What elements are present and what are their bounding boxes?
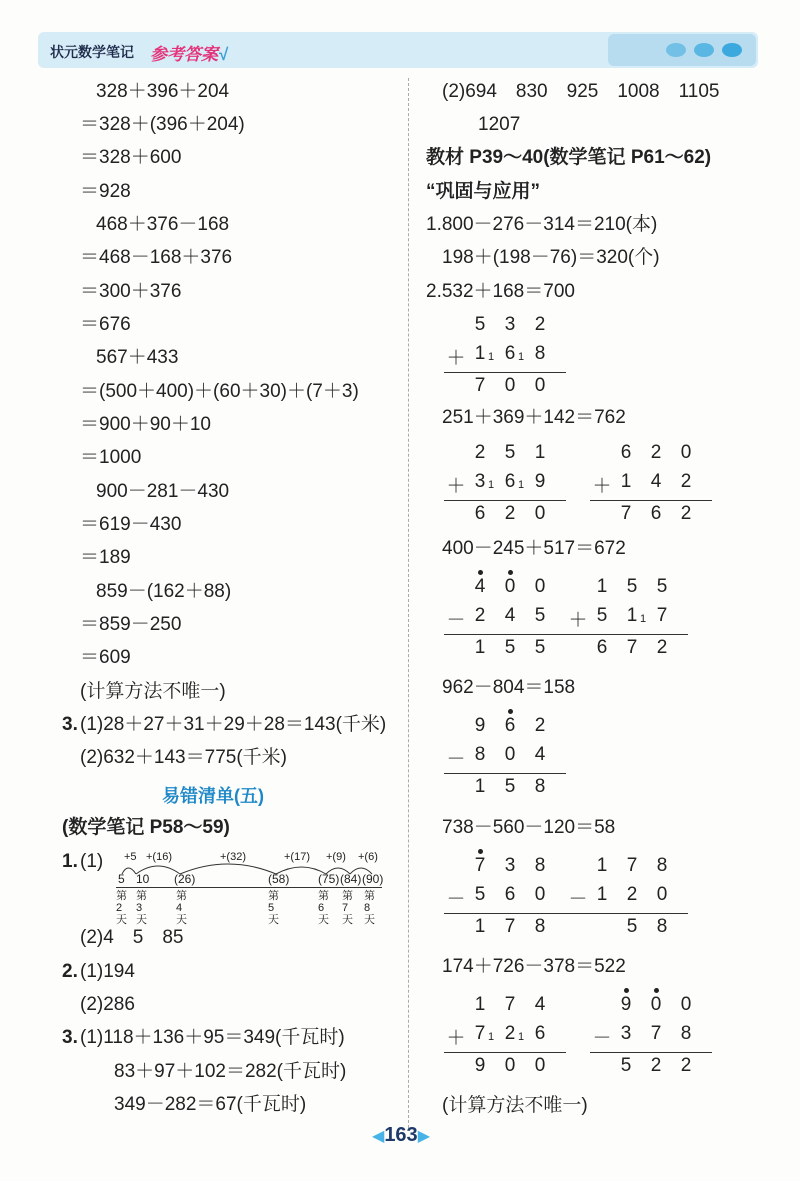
calc-line	[444, 1052, 566, 1053]
result-digit: 1	[474, 916, 486, 937]
value: (58)	[268, 872, 290, 886]
digit: 9	[620, 994, 632, 1015]
digit: 5	[596, 605, 608, 626]
answer-line: 83＋97＋102＝282(千瓦时)	[114, 1061, 347, 1082]
carry-digit: 1	[488, 1031, 495, 1043]
equation: 251＋369＋142＝762	[442, 407, 626, 428]
section-title: 易错清单(五)	[162, 786, 264, 806]
borrow-dot	[624, 988, 629, 993]
digit: 1	[534, 442, 546, 463]
result-digit: 0	[534, 1055, 546, 1076]
digit: 1	[474, 994, 486, 1015]
calc-line	[566, 913, 688, 914]
digit: 7	[626, 855, 638, 876]
day-label: 第5天	[268, 890, 279, 926]
answer-line: 2.532＋168＝700	[426, 281, 575, 302]
digit: 3	[504, 855, 516, 876]
carry-digit: 1	[640, 613, 647, 625]
digit: 8	[474, 744, 486, 765]
note: (计算方法不唯一)	[442, 1095, 588, 1116]
line: ＝328＋600	[80, 147, 182, 168]
digit: 5	[656, 576, 668, 597]
digit: 4	[534, 744, 546, 765]
digit: 5	[474, 314, 486, 335]
result-digit: 5	[534, 637, 546, 658]
digit: 2	[650, 442, 662, 463]
digit: 2	[680, 471, 692, 492]
digit: 1 1	[474, 343, 495, 364]
answer-line: (1)28＋27＋31＋29＋28＝143(千米)	[80, 714, 387, 735]
header-decoration	[608, 34, 756, 66]
answer-line: 1207	[478, 114, 521, 135]
operator: －	[592, 1028, 612, 1049]
line: ＝928	[80, 181, 131, 202]
result-digit: 7	[504, 916, 516, 937]
digit: 2 1	[504, 1023, 525, 1044]
reference: 教材 P39～40(数学笔记 P61～62)	[426, 147, 712, 168]
calc-line	[444, 773, 566, 774]
digit: 4	[504, 605, 516, 626]
answer-line: 198＋(198－76)＝320(个)	[442, 247, 660, 268]
digit: 7	[474, 855, 486, 876]
line: 328＋396＋204	[96, 81, 230, 102]
digit: 3	[504, 314, 516, 335]
equation: 174＋726－378＝522	[442, 956, 626, 977]
borrow-dot	[508, 709, 513, 714]
increment: +(16)	[146, 851, 172, 863]
digit: 5	[626, 576, 638, 597]
operator: －	[446, 610, 466, 631]
book-title: 状元数学笔记	[50, 44, 134, 60]
result-digit: 0	[504, 1055, 516, 1076]
calc-line	[566, 634, 688, 635]
digit: 7 1	[474, 1023, 495, 1044]
digit: 7	[650, 1023, 662, 1044]
line: 859－(162＋88)	[96, 581, 232, 602]
sub-question: (1)118＋136＋95＝349(千瓦时)	[80, 1027, 345, 1048]
sub-question: (2)4 5 85	[80, 927, 184, 948]
digit: 1	[596, 855, 608, 876]
result-digit: 8	[534, 916, 546, 937]
digit: 8	[656, 855, 668, 876]
line: ＝609	[80, 647, 131, 668]
result-digit: 0	[534, 375, 546, 396]
borrow-dot	[508, 570, 513, 575]
digit: 6	[534, 1023, 546, 1044]
digit: 6	[504, 715, 516, 736]
result-digit: 1	[474, 776, 486, 797]
line: ＝468－168＋376	[80, 247, 233, 268]
day-label: 第6天	[318, 890, 329, 926]
equation: 400－245＋517＝672	[442, 538, 626, 559]
result-digit: 8	[534, 776, 546, 797]
digit: 1	[596, 576, 608, 597]
digit: 4	[534, 994, 546, 1015]
answer-line: 1.800－276－314＝210(本)	[426, 214, 658, 235]
line: ＝619－430	[80, 514, 182, 535]
result-digit: 5	[620, 1055, 632, 1076]
calc-line	[444, 500, 566, 501]
page-number: ◀163▶	[372, 1124, 430, 1146]
borrow-dot	[654, 988, 659, 993]
result-digit: 6	[474, 503, 486, 524]
digit: 0	[680, 994, 692, 1015]
digit: 6	[504, 884, 516, 905]
calc-line	[444, 372, 566, 373]
question-number: 3.	[62, 1027, 78, 1048]
line: ＝859－250	[80, 614, 182, 635]
carry-digit: 1	[518, 351, 525, 363]
line: 900－281－430	[96, 481, 230, 502]
result-digit: 5	[626, 916, 638, 937]
digit: 2	[534, 715, 546, 736]
digit: 0	[534, 884, 546, 905]
borrow-dot	[478, 570, 483, 575]
digit: 0	[656, 884, 668, 905]
operator: ＋	[568, 610, 588, 631]
result-digit: 7	[626, 637, 638, 658]
operator: －	[446, 749, 466, 770]
line: ＝676	[80, 314, 131, 335]
digit: 5	[474, 884, 486, 905]
digit: 8	[534, 343, 546, 364]
day-label: 第8天	[364, 890, 375, 926]
day-label: 第7天	[342, 890, 353, 926]
line: ＝300＋376	[80, 281, 182, 302]
day-label: 第2天	[116, 890, 127, 926]
result-digit: 5	[504, 776, 516, 797]
result-digit: 2	[656, 637, 668, 658]
borrow-dot	[478, 849, 483, 854]
question-number: 2.	[62, 961, 78, 982]
line: 468＋376－168	[96, 214, 230, 235]
line: 567＋433	[96, 347, 179, 368]
section-label: 参考答案√	[150, 45, 228, 64]
digit: 9	[474, 715, 486, 736]
result-digit: 0	[534, 503, 546, 524]
increment: +(6)	[358, 851, 378, 863]
digit: 2	[534, 314, 546, 335]
page-header	[38, 32, 758, 68]
increment: +(32)	[220, 851, 246, 863]
calc-line	[444, 913, 566, 914]
prev-arrow-icon: ◀	[372, 1128, 385, 1145]
value: (75)	[318, 872, 340, 886]
operator: ＋	[592, 476, 612, 497]
value: (90)	[362, 872, 384, 886]
digit: 0	[534, 576, 546, 597]
result-digit: 8	[656, 916, 668, 937]
digit: 6 1	[504, 471, 525, 492]
digit: 0	[504, 576, 516, 597]
result-digit: 0	[504, 375, 516, 396]
result-digit: 7	[620, 503, 632, 524]
result-digit: 2	[680, 1055, 692, 1076]
digit: 4	[474, 576, 486, 597]
carry-digit: 1	[488, 351, 495, 363]
result-digit: 2	[650, 1055, 662, 1076]
carry-digit: 1	[518, 479, 525, 491]
value: 5	[118, 872, 125, 886]
day-label: 第3天	[136, 890, 147, 926]
digit: 2	[626, 884, 638, 905]
digit: 6 1	[504, 343, 525, 364]
day-label: 第4天	[176, 890, 187, 926]
digit: 2	[474, 605, 486, 626]
result-digit: 2	[680, 503, 692, 524]
question-number: 1.	[62, 851, 78, 872]
carry-digit: 1	[518, 1031, 525, 1043]
calc-line	[590, 500, 712, 501]
equation: 962－804＝158	[442, 677, 576, 698]
digit: 3	[620, 1023, 632, 1044]
line: ＝328＋(396＋204)	[80, 114, 245, 135]
digit: 2	[474, 442, 486, 463]
reference: (数学笔记 P58～59)	[62, 817, 230, 838]
answer-line: 349－282＝67(千瓦时)	[114, 1094, 307, 1115]
value: (26)	[174, 872, 196, 886]
calc-line	[590, 1052, 712, 1053]
digit: 5	[504, 442, 516, 463]
digit: 8	[534, 855, 546, 876]
operator: ＋	[446, 476, 466, 497]
sub-question: (2)286	[80, 994, 135, 1015]
next-arrow-icon: ▶	[417, 1128, 430, 1145]
column-divider	[408, 78, 409, 1128]
increment: +5	[124, 851, 137, 863]
result-digit: 7	[474, 375, 486, 396]
operator: －	[568, 889, 588, 910]
digit: 7	[504, 994, 516, 1015]
timeline-axis	[116, 887, 382, 888]
result-digit: 6	[596, 637, 608, 658]
increment: +(9)	[326, 851, 346, 863]
result-digit: 5	[504, 637, 516, 658]
result-digit: 6	[650, 503, 662, 524]
calc-line	[444, 634, 566, 635]
answer-line: (2)694 830 925 1008 1105	[442, 81, 720, 102]
result-digit: 1	[474, 637, 486, 658]
line: ＝(500＋400)＋(60＋30)＋(7＋3)	[80, 381, 359, 402]
digit: 0	[650, 994, 662, 1015]
line: ＝1000	[80, 447, 142, 468]
equation: 738－560－120＝58	[442, 817, 616, 838]
digit: 0	[504, 744, 516, 765]
operator: －	[446, 889, 466, 910]
digit: 5	[534, 605, 546, 626]
digit: 4	[650, 471, 662, 492]
carry-digit: 1	[488, 479, 495, 491]
digit: 1	[596, 884, 608, 905]
digit: 0	[680, 442, 692, 463]
digit: 1 1	[626, 605, 647, 626]
sub-question: (1)	[80, 851, 104, 872]
operator: ＋	[446, 1028, 466, 1049]
result-digit: 9	[474, 1055, 486, 1076]
line: ＝900＋90＋10	[80, 414, 211, 435]
result-digit: 2	[504, 503, 516, 524]
value: 10	[136, 872, 150, 886]
answer-line: (2)632＋143＝775(千米)	[80, 747, 287, 768]
sub-question: (1)194	[80, 961, 135, 982]
line: ＝189	[80, 547, 131, 568]
digit: 8	[680, 1023, 692, 1044]
subheading: “巩固与应用”	[426, 181, 541, 202]
note: (计算方法不唯一)	[80, 681, 226, 702]
value: (84)	[340, 872, 362, 886]
digit: 7	[656, 605, 668, 626]
digit: 9	[534, 471, 546, 492]
increment: +(17)	[284, 851, 310, 863]
digit: 3 1	[474, 471, 495, 492]
operator: ＋	[446, 348, 466, 369]
question-number: 3.	[62, 714, 78, 735]
digit: 1	[620, 471, 632, 492]
digit: 6	[620, 442, 632, 463]
